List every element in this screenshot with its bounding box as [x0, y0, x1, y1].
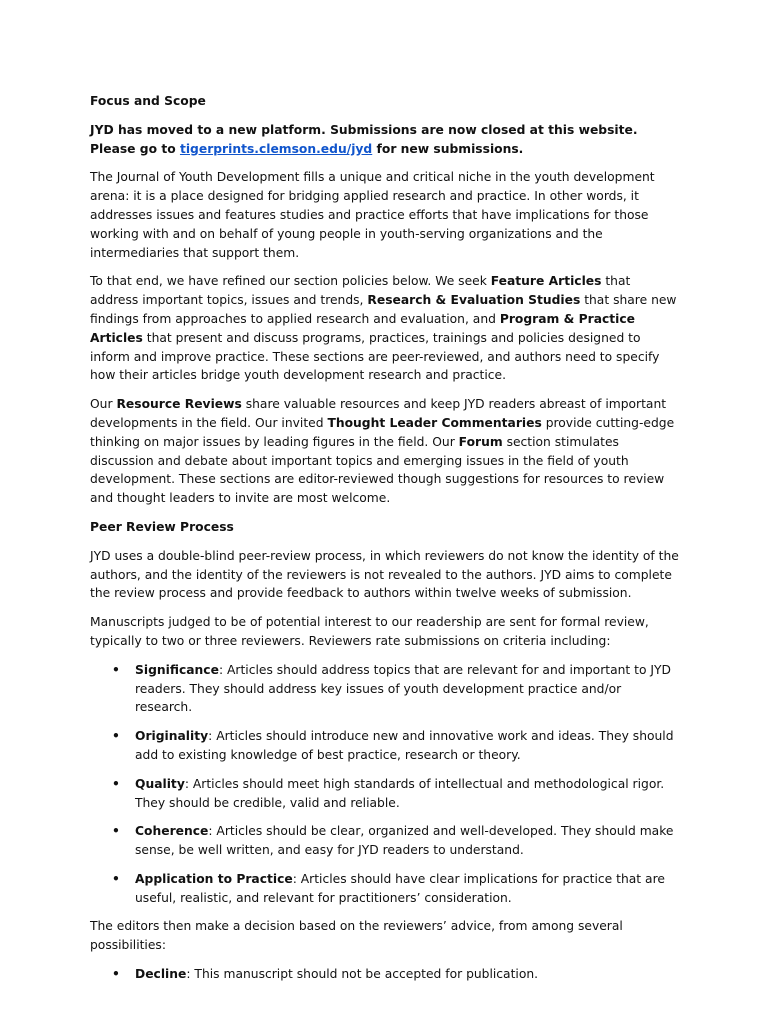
decision-text: : This manuscript should not be accepted for publication. — [186, 967, 539, 982]
resource-reviews-term: Resource Reviews — [116, 397, 242, 412]
criterion-term: Coherence — [135, 824, 209, 839]
criterion-term: Originality — [135, 729, 209, 744]
bullet-icon: • — [112, 967, 120, 982]
list-item — [90, 661, 682, 717]
list-item — [90, 870, 682, 908]
sections-text-3: that share new findings from approaches to applied research and evaluation, and — [90, 293, 677, 326]
sections-text-4: that present and discuss programs, practices, trainings and policies designed to inform and improve practice. These sections are peer-reviewed, and authors need to specify how their articles bridge youth development research and practice. — [90, 330, 660, 383]
tigerprints-link[interactable]: tigerprints.clemson.edu/jyd — [179, 141, 373, 156]
decision-term: Decline — [135, 967, 187, 982]
intro-paragraph: The Journal of Youth Development fills a unique and critical niche in the youth development arena: it is a place designed for bridging applied research and practice. In other words, it addresses issues and features studies and practice efforts that have implications for those working with and on behalf of young people in youth-serving organizations and the intermediaries that support them. — [90, 170, 655, 260]
program-practice-term: Program & Practice Articles — [90, 311, 636, 345]
criterion-text: : Articles should be clear, organized and well-developed. They should make sense, be well written, and easy for JYD readers to understand. — [135, 824, 674, 858]
thought-leader-term: Thought Leader Commentaries — [327, 415, 542, 430]
bullet-icon: • — [112, 824, 120, 839]
notice-tail: for new submissions. — [376, 141, 524, 156]
focus-scope-heading: Focus and Scope — [90, 94, 206, 108]
sections-text-1: To that end, we have refined our section policies below. We seek — [90, 274, 491, 289]
reviews-paragraph — [90, 395, 682, 508]
platform-notice — [90, 121, 682, 159]
manuscripts-paragraph: Manuscripts judged to be of potential interest to our readership are sent for formal review, typically to two or three reviewers. Reviewers rate submissions on criteria including: — [90, 615, 649, 648]
criterion-text: : Articles should have clear implications for practice that are useful, realistic, and relevant for practitioners’ consideration. — [135, 871, 665, 905]
forum-term: Forum — [458, 434, 503, 449]
document-page — [90, 92, 682, 994]
reviews-text-2: share valuable resources and keep JYD readers abreast of important developments in the field. Our invited — [90, 397, 667, 430]
criterion-text: : Articles should introduce new and innovative work and ideas. They should add to existing knowledge of best practice, research or theory. — [135, 729, 674, 762]
reviews-text-3: provide cutting-edge thinking on major issues by leading figures in the field. Our — [90, 415, 675, 449]
list-item — [90, 822, 682, 860]
editors-paragraph: The editors then make a decision based on the reviewers’ advice, from among several possibilities: — [90, 919, 623, 953]
bullet-icon: • — [112, 729, 120, 744]
peer-review-heading: Peer Review Process — [90, 519, 234, 534]
criterion-term: Significance — [135, 662, 219, 677]
bullet-icon: • — [112, 776, 120, 791]
criteria-list — [90, 661, 682, 908]
bullet-icon: • — [112, 871, 120, 886]
criterion-text: : Articles should meet high standards of intellectual and methodological rigor. They should be credible, valid and reliable. — [135, 776, 665, 810]
peer-review-paragraph: JYD uses a double-blind peer-review process, in which reviewers do not know the identity of the authors, and the identity of the reviewers is not revealed to the authors. JYD aims to complete the review process and provide feedback to authors within twelve weeks of submission. — [90, 548, 679, 601]
list-item — [90, 775, 682, 813]
notice-text: JYD has moved to a new platform. Submissions are now closed at this website. Please go to — [90, 122, 638, 156]
feature-articles-term: Feature Articles — [490, 274, 602, 289]
decisions-list — [90, 965, 682, 984]
bullet-icon: • — [112, 662, 120, 677]
criterion-term: Application to Practice — [135, 871, 293, 886]
sections-paragraph — [90, 272, 682, 385]
list-item — [90, 965, 682, 984]
criterion-text: : Articles should address topics that are relevant for and important to JYD readers. They should address key issues of youth development practice and/or research. — [135, 662, 671, 715]
research-evaluation-term: Research & Evaluation Studies — [367, 293, 581, 308]
list-item — [90, 727, 682, 765]
criterion-term: Quality — [135, 776, 185, 791]
reviews-text-4: section stimulates discussion and debate about important topics and emerging issues in the field of youth development. These sections are editor-reviewed though suggestions for resources to review and thought leaders to invite are most welcome. — [90, 434, 665, 506]
sections-text-2: that address important topics, issues and trends, — [90, 274, 631, 308]
reviews-text-1: Our — [90, 397, 117, 412]
